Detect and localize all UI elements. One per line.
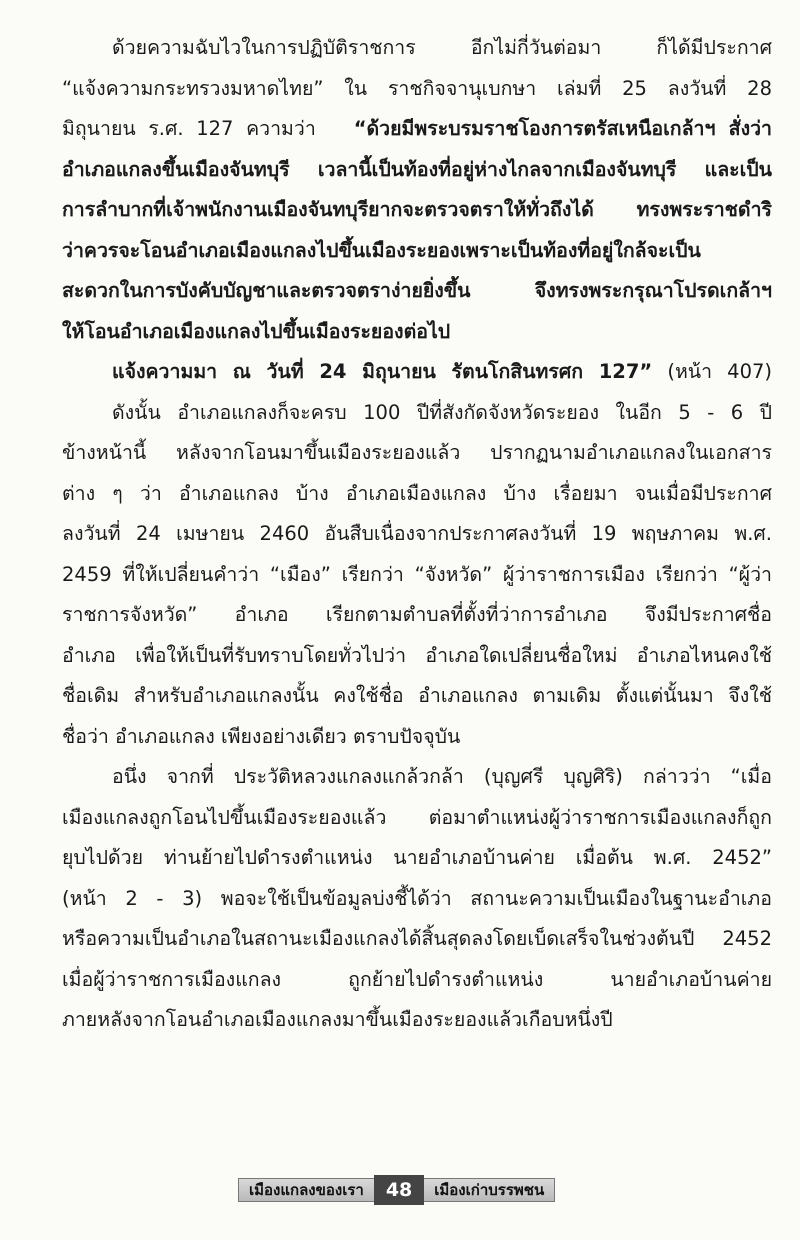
text-line: ภายหลังจากโอนอำเภอเมืองแกลงมาขึ้นเมืองระยองแล้วเกือบหนึ่งปี [62,1008,613,1031]
text-line: (หน้า 2 - 3) พอจะใช้เป็นข้อมูลบ่งชี้ได้ว่า สถานะความเป็นเมืองในฐานะอำเภอ [62,886,772,910]
text-line: ข้างหน้านี้ หลังจากโอนมาขึ้นเมืองระยองแล้ว ปรากฏนามอำเภอแกลงในเอกสาร [62,441,772,464]
text-line: ยุบไปด้วย ท่านย้ายไปดำรงตำแหน่ง นายอำเภอบ้านค่าย เมื่อต้น พ.ศ. 2452” [62,846,772,869]
text-line: ชื่อว่า อำเภอแกลง เพียงอย่างเดียว ตราบปัจจุบัน [62,724,461,748]
quote-line: การลำบากที่เจ้าพนักงานเมืองจันทบุรียากจะตรวจตราให้ทั่วถึงได้ ทรงพระราชดำริ [62,198,772,221]
text-line: ดังนั้น อำเภอแกลงก็จะครบ 100 ปีที่สังกัดจังหวัดระยอง ในอีก 5 - 6 ปี [112,400,772,424]
quote-line: สะดวกในการบังคับบัญชาและตรวจตราง่ายยิ่งขึ้น จึงทรงพระกรุณาโปรดเกล้าฯ [62,279,772,302]
text-line: ราชการจังหวัด” อำเภอ เรียกตามตำบลที่ตั้งที่ว่าการอำเภอ จึงมีประกาศชื่อ [62,603,772,626]
text-line: ด้วยความฉับไวในการปฏิบัติราชการ อีกไม่กี่วันต่อมา ก็ได้มีประกาศ [112,36,772,59]
footer-section-title: เมืองเก่าบรรพชน [424,1178,555,1202]
quote-line: ให้โอนอำเภอเมืองแกลงไปขึ้นเมืองระยองต่อไป [62,319,451,343]
text-line [62,352,772,393]
page-reference: (หน้า 407) [667,360,772,383]
text-line [62,109,772,150]
quote-line: ว่าควรจะโอนอำเภอเมืองแกลงไปขึ้นเมืองระยองเพราะเป็นท้องที่อยู่ใกล้จะเป็น [62,238,701,262]
text-line: ชื่อเดิม สำหรับอำเภอแกลงนั้น คงใช้ชื่อ อำเภอแกลง ตามเดิม ตั้งแต่นั้นมา จึงใช้ [62,684,772,707]
document-body [62,28,772,1041]
footer-book-title: เมืองแกลงของเรา [238,1178,374,1202]
page-number: 48 [374,1175,424,1205]
quote-start: “ด้วยมีพระบรมราชโองการตรัสเหนือเกล้าฯ สั่งว่า [353,117,772,140]
text-line: เมืองแกลงถูกโอนไปขึ้นเมืองระยองแล้ว ต่อมาตำแหน่งผู้ว่าราชการเมืองแกลงก็ถูก [62,805,772,829]
text-line: หรือความเป็นอำเภอในสถานะเมืองแกลงได้สิ้นสุดลงโดยเบ็ดเสร็จในช่วงต้นปี 2452 [62,927,772,950]
text-line: ต่าง ๆ ว่า อำเภอแกลง บ้าง อำเภอเมืองแกลง บ้าง เรื่อยมา จนเมื่อมีประกาศ [62,481,772,505]
text-line: “แจ้งความกระทรวงมหาดไทย” ใน ราชกิจจานุเบกษา เล่มที่ 25 ลงวันที่ 28 [62,76,772,100]
page-footer [238,1172,568,1208]
quote-line: อำเภอแกลงขึ้นเมืองจันทบุรี เวลานี้เป็นท้องที่อยู่ห่างไกลจากเมืองจันทบุรี และเป็น [62,157,772,181]
text-line: อนึ่ง จากที่ ประวัติหลวงแกลงแกล้วกล้า (บุญศรี บุญศิริ) กล่าวว่า “เมื่อ [112,765,772,788]
text-line: ลงวันที่ 24 เมษายน 2460 อันสืบเนื่องจากประกาศลงวันที่ 19 พฤษภาคม พ.ศ. [62,522,772,545]
text-line: เมื่อผู้ว่าราชการเมืองแกลง ถูกย้ายไปดำรงตำแหน่ง นายอำเภอบ้านค่าย [62,967,772,991]
text-line: 2459 ที่ให้เปลี่ยนคำว่า “เมือง” เรียกว่า “จังหวัด” ผู้ว่าราชการเมือง เรียกว่า “ผู้ว่า [62,562,772,586]
text-line: อำเภอ เพื่อให้เป็นที่รับทราบโดยทั่วไปว่า อำเภอใดเปลี่ยนชื่อใหม่ อำเภอไหนคงใช้ [62,643,772,667]
text-span: มิถุนายน ร.ศ. 127 ความว่า [62,117,316,140]
quote-end: แจ้งความมา ณ วันที่ 24 มิถุนายน รัตนโกสินทรศก 127” [112,360,653,383]
